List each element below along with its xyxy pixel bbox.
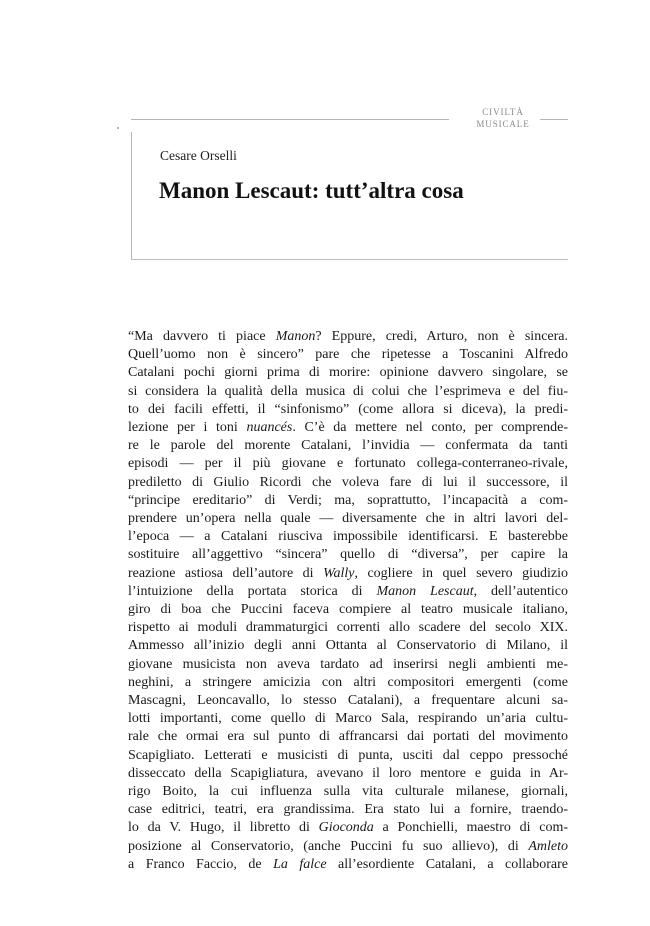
- body-line: [128, 856, 568, 874]
- text-run: si considera la qualità della musica di colui che l’esprimeva e del fiu-: [128, 383, 568, 399]
- body-line: [128, 528, 568, 546]
- text-run: Ammesso all’inizio degli anni Ottanta al Conservatorio di Milano, il: [128, 638, 568, 654]
- text-run: sostituire all’aggettivo “sincera” quello di “diversa”, per capire la: [128, 547, 568, 563]
- margin-dot: [117, 127, 119, 129]
- body-line: [128, 455, 568, 473]
- body-line: [128, 838, 568, 856]
- body-line: [128, 601, 568, 619]
- text-run: “principe ereditario” di Verdi; ma, soprattutto, l’incapacità a com-: [128, 492, 568, 508]
- text-run: , cogliere in quel severo giudizio: [354, 565, 568, 581]
- journal-label: [448, 106, 558, 130]
- body-line: [128, 747, 568, 765]
- italic-text: Wally: [323, 565, 355, 581]
- text-run: prediletto di Giulio Ricordi che voleva fare di lui il successore, il: [128, 474, 568, 490]
- text-run: reazione astiosa dell’autore di: [128, 565, 324, 581]
- body-line: [128, 692, 568, 710]
- body-line: [128, 619, 568, 637]
- header-rule-left: [131, 119, 449, 120]
- body-line: [128, 492, 568, 510]
- body-line: [128, 637, 568, 655]
- body-line: [128, 346, 568, 364]
- text-run: Mascagni, Leoncavallo, lo stesso Catalani), a frequentare alcuni sa-: [128, 693, 568, 709]
- body-line: [128, 510, 568, 528]
- text-run: giovane musicista non aveva tardato ad inserirsi negli ambienti me-: [128, 656, 568, 672]
- text-run: rale che ormai era sul punto di affrancarsi dai portati del movimento: [128, 729, 568, 745]
- text-run: lezione per i toni: [128, 420, 247, 436]
- author-name: Cesare Orselli: [160, 148, 237, 163]
- body-line: [128, 474, 568, 492]
- italic-text: La falce: [273, 856, 327, 872]
- text-run: l’intuizione della portata storica di: [128, 583, 377, 599]
- title-box-left-rule: [131, 132, 132, 260]
- body-line: [128, 565, 568, 583]
- body-line: [128, 819, 568, 837]
- italic-text: nuancés: [246, 420, 293, 436]
- text-run: Catalani pochi giorni prima di morire: opinione davvero singolare, se: [128, 365, 568, 381]
- italic-text: Amleto: [528, 838, 568, 854]
- body-line: [128, 583, 568, 601]
- body-line: [128, 546, 568, 564]
- article-title: Manon Lescaut: tutt’altra cosa: [159, 178, 464, 203]
- text-run: rispetto ai moduli drammaturgici correnti allo scadere del secolo XIX.: [128, 620, 568, 636]
- body-line: [128, 401, 568, 419]
- text-run: a Franco Faccio, de: [128, 856, 274, 872]
- text-run: Quell’uomo non è sincero” pare che ripetesse a Toscanini Alfredo: [128, 347, 568, 363]
- title-box-bottom-rule: [131, 259, 568, 260]
- body-line: [128, 674, 568, 692]
- italic-text: Manon: [275, 329, 316, 344]
- text-run: a Ponchielli, maestro di com-: [373, 820, 568, 836]
- header-rule-right: [540, 119, 568, 120]
- body-line: [128, 419, 568, 437]
- text-run: “Ma davvero ti piace: [128, 329, 276, 344]
- body-line: [128, 328, 568, 346]
- body-line: [128, 783, 568, 801]
- body-line: [128, 656, 568, 674]
- italic-text: Gioconda: [318, 820, 374, 836]
- text-run: , dell’autentico: [473, 583, 568, 599]
- body-line: [128, 728, 568, 746]
- body-line: [128, 364, 568, 382]
- text-run: to dei facili effetti, il “sinfonismo” (come allora si diceva), la predi-: [128, 401, 568, 417]
- body-line: [128, 383, 568, 401]
- text-run: l’epoca — a Catalani riusciva impossibile identificarsi. E basterebbe: [128, 529, 568, 545]
- journal-label-line2: MUSICALE: [476, 119, 530, 129]
- article-body: [128, 328, 568, 874]
- body-line: [128, 765, 568, 783]
- text-run: neghini, a stringere amicizia con altri compositori emergenti (come: [128, 674, 568, 690]
- body-line: [128, 437, 568, 455]
- text-run: all’esordiente Catalani, a collaborare: [326, 856, 568, 872]
- body-line: [128, 710, 568, 728]
- text-run: giro di boa che Puccini faceva compiere al teatro musicale italiano,: [128, 602, 568, 618]
- text-run: prendere un’opera nella quale — diversamente che in altri lavori del-: [128, 511, 568, 527]
- body-line: [128, 801, 568, 819]
- text-run: rigo Boito, la cui influenza sulla vita culturale milanese, giornali,: [128, 784, 568, 800]
- text-run: posizione al Conservatorio, (anche Puccini fu suo allievo), di: [128, 838, 529, 854]
- text-run: ? Eppure, credi, Arturo, non è sincera.: [315, 329, 568, 344]
- text-run: case editrici, teatri, era grandissima. Era stato lui a fornire, traendo-: [128, 802, 568, 818]
- text-run: disseccato della Scapigliatura, avevano il loro mentore e guida in Ar-: [128, 765, 568, 781]
- text-run: episodi — per il più giovane e fortunato collega-conterraneo-rivale,: [128, 456, 568, 472]
- text-run: lotti importanti, come quello di Marco Sala, respirando un’aria cultu-: [128, 711, 568, 727]
- text-run: . C’è da mettere nel conto, per comprende-: [292, 420, 568, 436]
- text-run: lo da V. Hugo, il libretto di: [128, 820, 319, 836]
- text-run: re le parole del morente Catalani, l’invidia — confermata da tanti: [128, 438, 568, 454]
- journal-label-line1: CIVILTÀ: [482, 107, 524, 117]
- italic-text: Manon Lescaut: [376, 583, 474, 599]
- text-run: Scapigliato. Letterati e musicisti di punta, usciti dal ceppo pressoché: [128, 747, 568, 763]
